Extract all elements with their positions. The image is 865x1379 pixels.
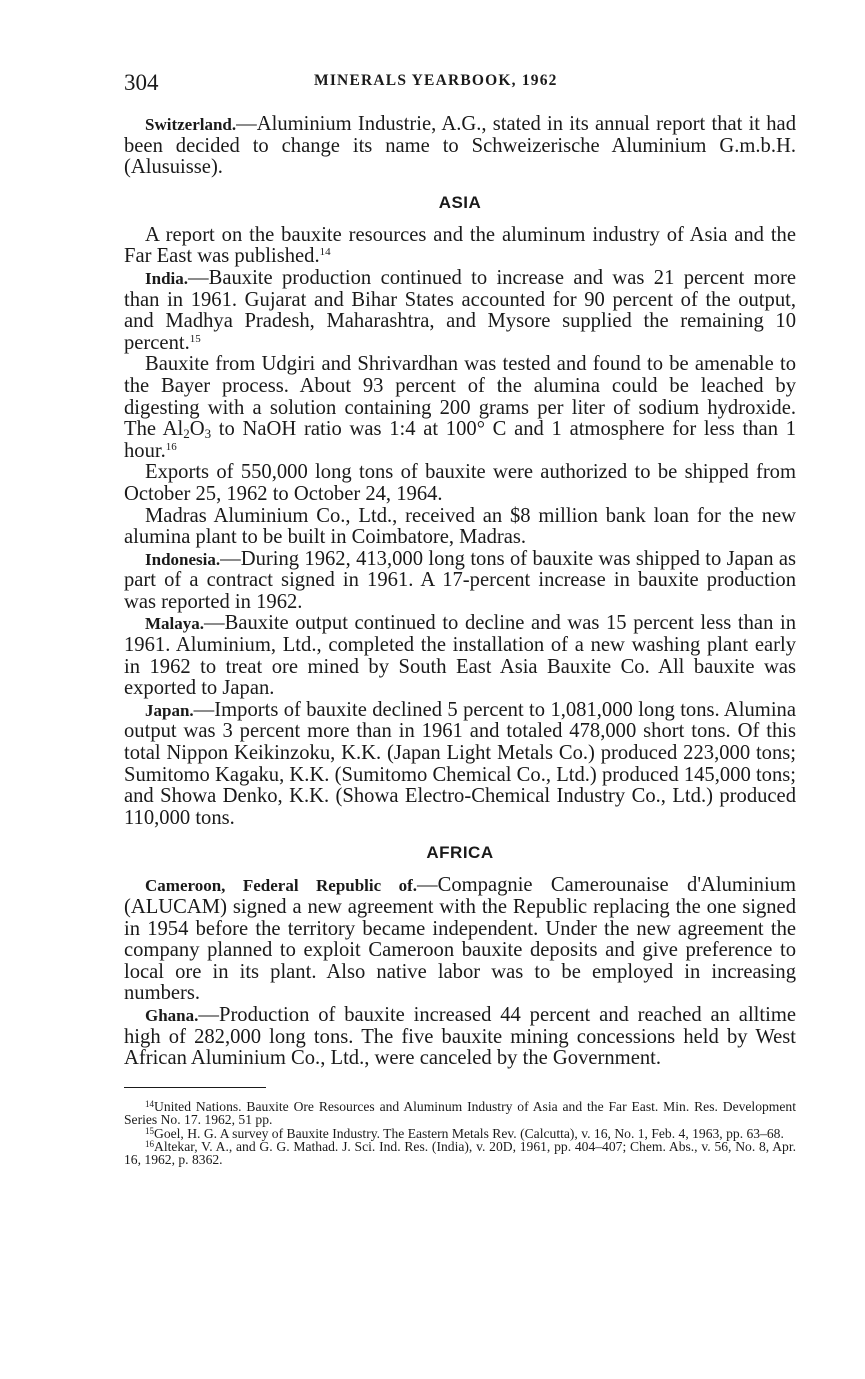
footnote-ref: 16 <box>165 440 177 453</box>
country-lead: Indonesia. <box>145 549 221 569</box>
footnote-ref: 15 <box>189 332 201 345</box>
paragraph-text: —Production of bauxite increased 44 percent and reached an alltime high of 282,000 long tons. The five bauxite mining concessions held by West African Aluminium Co., Ltd., were canceled by the Government. <box>124 1003 796 1070</box>
footnotes <box>124 1100 796 1167</box>
paragraph-text: —Imports of bauxite declined 5 percent to 1,081,000 long tons. Alumina output was 3 percent more than in 1961 and totaled 478,000 short tons. Of this total Nippon Keikinzoku, K.K. (Japan Light Metals Co.) produced 223,000 tons; Sumitomo Kagaku, K.K. (Sumitomo Chemical Co., Ltd.) produced 145,000 tons; and Showa Denko, K.K. (Showa Electro-Chemical Industry Co., Ltd.) produced 110,000 tons. <box>124 698 796 829</box>
paragraph-switzerland <box>124 114 796 179</box>
country-lead: Ghana. <box>145 1005 199 1025</box>
footnote-text: Goel, H. G. A survey of Bauxite Industry. The Eastern Metals Rev. (Calcutta), v. 16, No. 1, Feb. 4, 1963, pp. 63–68. <box>154 1125 784 1141</box>
article-body <box>124 114 796 1070</box>
footnote-14 <box>124 1100 796 1127</box>
country-lead: India. <box>145 268 188 288</box>
footnote-rule <box>124 1087 266 1088</box>
footnote-ref: 14 <box>319 246 331 259</box>
paragraph-text: —Compagnie Camerounaise d'Aluminium (ALUCAM) signed a new agreement with the Republic replacing the one signed in 1954 before the territory became independent. Under the new agreement the company planned to exploit Cameroon bauxite deposits and give preference to local ore in its plant. Also native labor was to be employed in increasing numbers. <box>124 874 797 1005</box>
country-lead: Malaya. <box>145 614 205 634</box>
footnote-16 <box>124 1140 796 1167</box>
paragraph-madras: Madras Aluminium Co., Ltd., received an $8 million bank loan for the new alumina plant to be built in Coimbatore, Madras. <box>124 504 796 549</box>
page-number: 304 <box>124 70 159 95</box>
paragraph-indonesia <box>124 549 796 614</box>
footnote-number: 16 <box>145 1138 154 1149</box>
paragraph-text: —During 1962, 413,000 long tons of bauxite was shipped to Japan as part of a contract signed in 1961. A 17-percent increase in bauxite production was reported in 1962. <box>124 547 796 613</box>
paragraph-text: A report on the bauxite resources and the aluminum industry of Asia and the Far East was published. <box>124 223 796 268</box>
paragraph-bayer-process <box>124 354 796 462</box>
paragraph-india <box>124 268 796 354</box>
paragraph-text: —Aluminium Industrie, A.G., stated in its annual report that it had been decided to change its name to Schweizerische Aluminium G.m.b.H. (Alusuisse). <box>124 113 796 179</box>
paragraph-text: —Bauxite output continued to decline and was 15 percent less than in 1961. Aluminium, Ltd., completed the installation of a new washing plant early in 1962 to treat ore mined by South East Asia Bauxite Co. All bauxite was exported to Japan. <box>124 612 796 700</box>
footnote-text: United Nations. Bauxite Ore Resources and Aluminum Industry of Asia and the Far East. Min. Res. Development Series No. 17. 1962, 51 pp. <box>124 1098 796 1128</box>
paragraph-malaya <box>124 613 796 699</box>
page <box>124 68 796 1167</box>
paragraph-text: O <box>189 418 205 441</box>
paragraph-asia-report <box>124 225 796 268</box>
running-head <box>124 68 796 98</box>
paragraph-ghana <box>124 1005 796 1070</box>
paragraph-exports: Exports of 550,000 long tons of bauxite were authorized to be shipped from October 25, 1962 to October 24, 1964. <box>124 461 796 505</box>
paragraph-text: —Bauxite production continued to increase and was 21 percent more than in 1961. Gujarat and Bihar States accounted for 90 percent of the output, and Madhya Pradesh, Maharashtra, and Mysore supplied the remaining 10 percent. <box>124 266 796 354</box>
footnote-number: 14 <box>145 1098 154 1109</box>
subscript: 3 <box>204 426 212 442</box>
section-heading-asia: ASIA <box>438 192 482 212</box>
running-title: MINERALS YEARBOOK, 1962 <box>314 72 558 89</box>
subscript: 2 <box>183 426 190 442</box>
footnote-number: 15 <box>145 1125 154 1136</box>
footnote-15 <box>124 1127 796 1140</box>
footnote-text: Altekar, V. A., and G. G. Mathad. J. Sci. Ind. Res. (India), v. 20D, 1961, pp. 404–407; Chem. Abs., v. 56, No. 8, Apr. 16, 1962, p. 8362. <box>124 1138 796 1168</box>
section-heading-africa: AFRICA <box>426 843 494 863</box>
paragraph-cameroon <box>124 875 796 1005</box>
country-lead: Switzerland. <box>145 115 237 134</box>
paragraph-text: to NaOH ratio was 1:4 at 100° C and 1 atmosphere for less than 1 hour. <box>124 418 797 462</box>
country-lead: Japan. <box>145 700 194 720</box>
country-lead: Cameroon, Federal Republic of. <box>145 876 418 896</box>
paragraph-japan <box>124 700 796 830</box>
paragraph-text: Bauxite from Udgiri and Shrivardhan was tested and found to be amenable to the Bayer process. About 93 percent of the alumina could be leached by digesting with a solution containing 200 grams per liter of sodium hydroxide. The Al <box>124 353 796 441</box>
